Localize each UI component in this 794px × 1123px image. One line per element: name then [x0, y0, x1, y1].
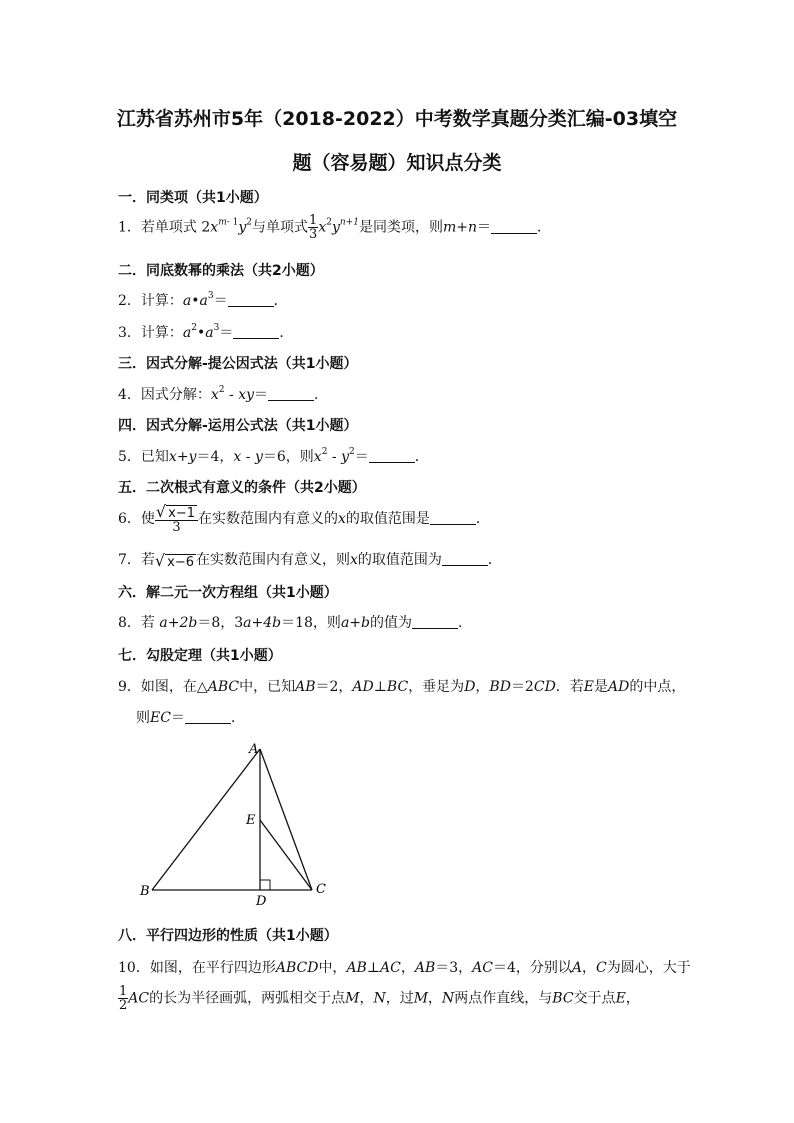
q4-period: ． — [314, 387, 329, 403]
q1-fraction — [308, 214, 318, 241]
q5-minus: - — [241, 449, 255, 465]
q8-expr-1: a+2b — [159, 615, 198, 631]
answer-blank[interactable] — [185, 711, 231, 724]
q5-var-y2: y — [341, 449, 349, 465]
question-number: 1． — [118, 219, 141, 236]
question-number: 5． — [118, 449, 141, 465]
answer-blank[interactable] — [369, 450, 415, 463]
q10-fraction — [118, 985, 128, 1012]
section-heading-1: 一．同类项（共1小题） — [118, 190, 268, 206]
section-heading-3: 三．因式分解-提公因式法（共1小题） — [118, 356, 358, 372]
q10-text-o: 为圆心，大于 — [606, 960, 691, 976]
q10-n2: N — [442, 990, 455, 1007]
q5-eq: ＝ — [354, 449, 369, 465]
q5-period: ． — [414, 449, 429, 465]
question-10 — [118, 957, 691, 977]
question-number: 2． — [118, 293, 141, 309]
q8-text-e: ＝18，则 — [281, 615, 341, 631]
segment-ac — [260, 749, 312, 890]
q9-eq: ＝ — [170, 710, 185, 726]
q6-text-a: 使 — [140, 511, 155, 527]
q5-text-c: ＝4， — [196, 449, 234, 465]
q10-c: C — [596, 960, 607, 976]
q7-radicand: x−6 — [167, 554, 194, 570]
q1-var-mn: m+n — [442, 219, 477, 236]
question-number: 8． — [118, 615, 141, 631]
q9-perp: ⊥ — [373, 679, 387, 695]
label-e: E — [246, 813, 256, 828]
q10-a: A — [571, 960, 583, 976]
section-heading-7: 七．勾股定理（共1小题） — [118, 648, 282, 664]
q10-ac2: AC — [472, 960, 493, 976]
q10-m2: M — [413, 990, 429, 1007]
q4-var-x: x — [210, 387, 219, 403]
q10-text-z2: 交于点 — [573, 990, 616, 1007]
q3-var-a2: a — [205, 325, 214, 341]
question-number: 4． — [118, 387, 141, 403]
q5-var-x: x — [233, 449, 242, 465]
q3-eq: ＝ — [219, 325, 234, 341]
segment-ab — [152, 749, 260, 890]
q6-radicand: x−1 — [168, 506, 195, 521]
sqrt-sign: √ x−1 — [155, 502, 195, 521]
q10-e: E — [615, 990, 626, 1007]
question-2 — [118, 290, 288, 310]
q4-eq: ＝ — [254, 387, 269, 403]
q10-ac: AC — [380, 960, 401, 976]
question-8 — [118, 612, 472, 632]
q9-bd: BD — [489, 679, 511, 695]
q8-expr-3: a+b — [340, 615, 370, 631]
question-9-line-2 — [136, 707, 245, 727]
q6-frac-den: 3 — [172, 520, 181, 535]
q10-ab2: AB — [414, 960, 436, 976]
q1-frac-den: 3 — [309, 227, 318, 242]
q10-frac-den: 2 — [119, 998, 128, 1013]
q9-bc: BC — [386, 679, 409, 695]
q9-text-c: 中，已知 — [239, 679, 296, 695]
answer-blank[interactable] — [228, 294, 274, 307]
section-heading-8: 八．平行四边形的性质（共1小题） — [118, 928, 338, 944]
q9-cd: CD — [533, 679, 556, 695]
q10-comma: ， — [400, 960, 415, 976]
q5-var-y: y — [254, 449, 263, 465]
section-heading-5: 五．二次根式有意义的条件（共2小题） — [118, 480, 366, 496]
q2-var-a: a — [182, 293, 192, 309]
q9-period: ． — [230, 710, 245, 726]
q9-d: D — [464, 679, 476, 695]
triangle-figure — [130, 735, 340, 910]
q9-ad2: AD — [608, 679, 630, 695]
question-7 — [118, 549, 502, 570]
q7-text-b: 在实数范围内有意义，则 — [195, 552, 350, 568]
q9-text-m: ＝2 — [510, 679, 534, 695]
q9-ab: AB — [295, 679, 316, 695]
q10-perp: ⊥ — [366, 960, 381, 976]
answer-blank[interactable] — [491, 221, 537, 234]
question-number: 10． — [118, 960, 150, 976]
answer-blank[interactable] — [233, 326, 279, 339]
q1-text-l: 是同类项，则 — [358, 219, 443, 236]
q9-comma: ， — [475, 679, 490, 695]
q1-var-y2: y — [331, 219, 340, 236]
section-heading-4: 四．因式分解-运用公式法（共1小题） — [118, 418, 358, 434]
q1-exp-m: m — [218, 217, 227, 228]
q10-comma3: ， — [359, 990, 374, 1007]
q9-text-o: ．若 — [555, 679, 584, 695]
section-heading-2: 二．同底数幂的乘法（共2小题） — [118, 263, 324, 279]
q8-expr-2: a+4b — [243, 615, 282, 631]
q5-minus2: - — [327, 449, 342, 465]
q3-text-a: 计算： — [140, 325, 183, 341]
section-heading-6: 六．解二元一次方程组（共1小题） — [118, 585, 338, 601]
q2-dot: • — [191, 293, 200, 309]
q8-text-a: 若 — [140, 615, 160, 631]
q3-exp-3: 3 — [213, 323, 220, 333]
q2-text-a: 计算： — [140, 293, 183, 309]
q6-text-d: 的取值范围是 — [345, 511, 430, 527]
q10-text-y: 两点作直线，与 — [454, 990, 553, 1007]
q1-frac-num: 1 — [309, 213, 318, 228]
q5-var-xy: x+y — [168, 449, 197, 465]
q2-period: ． — [273, 293, 288, 309]
q9-e: E — [583, 679, 595, 695]
right-angle-mark — [260, 880, 270, 890]
q7-text-a: 若 — [140, 552, 155, 568]
document-title-line-1: 江苏省苏州市5年（2018-2022）中考数学真题分类汇编-03填空 — [116, 108, 678, 130]
q10-m: M — [345, 990, 360, 1007]
question-number: 3． — [118, 325, 141, 341]
q9-text-s: 的中点， — [629, 679, 686, 695]
q9-text-i: ，垂足为 — [408, 679, 465, 695]
question-9 — [118, 676, 685, 696]
q9-ad: AD — [352, 679, 374, 695]
q3-exp-2: 2 — [191, 323, 198, 333]
q1-exp-minus1: - 1 — [226, 217, 239, 228]
question-10-line-2 — [118, 985, 640, 1012]
q2-eq: ＝ — [213, 293, 228, 309]
q6-var-x: x — [337, 511, 346, 527]
q1-exp-n1: n+1 — [339, 217, 359, 228]
q4-text-a: 因式分解： — [140, 387, 211, 403]
question-number: 9． — [118, 679, 141, 695]
answer-blank[interactable] — [430, 512, 476, 525]
q7-text-d: 的取值范围为 — [357, 552, 442, 568]
label-b: B — [140, 884, 150, 899]
q1-text-g: 与单项式 — [252, 219, 309, 236]
q10-abcd: ABCD — [275, 960, 319, 976]
q10-text-q: 的长为半径画弧，两弧相交于点 — [149, 990, 346, 1007]
answer-blank[interactable] — [412, 616, 458, 629]
answer-blank[interactable] — [268, 388, 314, 401]
q1-var-x2: x — [318, 219, 327, 236]
label-a: A — [249, 742, 259, 757]
q1-period: ． — [536, 219, 551, 236]
q5-exp-2b: 2 — [348, 447, 355, 457]
q10-frac-num: 1 — [119, 984, 128, 999]
q10-text-k: ＝4，分别以 — [493, 960, 572, 976]
q10-comma4: ， — [428, 990, 443, 1007]
q9-abc: ABC — [207, 679, 240, 695]
q4-minus: - — [224, 387, 239, 403]
q9-text-q: 是 — [594, 679, 609, 695]
q10-bc: BC — [552, 990, 574, 1007]
q1-exp-2b: 2 — [326, 217, 332, 228]
question-3 — [118, 322, 293, 342]
q10-ab: AB — [346, 960, 367, 976]
question-number: 6． — [118, 511, 141, 527]
q6-frac-num — [155, 504, 198, 521]
q9-text-e: ＝2， — [315, 679, 353, 695]
q10-text-c: 中， — [318, 960, 347, 976]
q10-text-a: 如图，在平行四边形 — [149, 960, 276, 976]
q2-var-a2: a — [199, 293, 208, 309]
q6-text-b: 在实数范围内有意义的 — [197, 511, 338, 527]
q7-period: ． — [487, 552, 502, 568]
q8-period: ． — [457, 615, 472, 631]
q1-var-x: x — [210, 219, 219, 236]
question-1 — [118, 214, 551, 241]
question-number: 7． — [118, 552, 141, 568]
q10-text-i: ＝3， — [435, 960, 473, 976]
q3-period: ． — [279, 325, 294, 341]
q3-dot: • — [197, 325, 206, 341]
q10-ac3: AC — [128, 990, 150, 1007]
question-5 — [118, 446, 429, 466]
q10-comma2: ， — [582, 960, 597, 976]
q3-var-a: a — [182, 325, 192, 341]
q1-eq: ＝ — [476, 219, 491, 236]
q10-comma5: ， — [625, 990, 640, 1007]
q4-exp-2: 2 — [218, 385, 225, 395]
answer-blank[interactable] — [442, 553, 488, 566]
q9-ec: EC — [150, 710, 171, 726]
q6-period: ． — [475, 511, 490, 527]
q1-var-y: y — [238, 219, 247, 236]
q10-n: N — [373, 990, 386, 1007]
sqrt-sign: √ x−6 — [154, 550, 194, 570]
document-title-line-2: 题（容易题）知识点分类 — [292, 152, 502, 174]
label-d: D — [256, 894, 267, 909]
q5-text-g: ＝6，则 — [262, 449, 314, 465]
q6-fraction — [155, 504, 198, 534]
q1-exp-2: 2 — [246, 217, 253, 228]
q4-var-xy: xy — [238, 387, 255, 403]
question-4 — [118, 384, 328, 404]
q9-text-a: 如图，在△ — [140, 679, 208, 695]
q8-text-c: ＝8，3 — [197, 615, 244, 631]
q10-text-u: ，过 — [385, 990, 414, 1007]
q5-var-x2: x — [313, 449, 322, 465]
label-c: C — [316, 882, 326, 897]
q9-l2-text-a: 则 — [136, 710, 150, 726]
q7-var-x: x — [349, 552, 358, 568]
q5-exp-2: 2 — [321, 447, 328, 457]
question-6 — [118, 504, 490, 534]
q1-text-a: 若单项式 2 — [140, 219, 211, 236]
q2-exp-3: 3 — [207, 291, 214, 301]
q5-text-a: 已知 — [140, 449, 169, 465]
q8-text-g: 的值为 — [369, 615, 412, 631]
